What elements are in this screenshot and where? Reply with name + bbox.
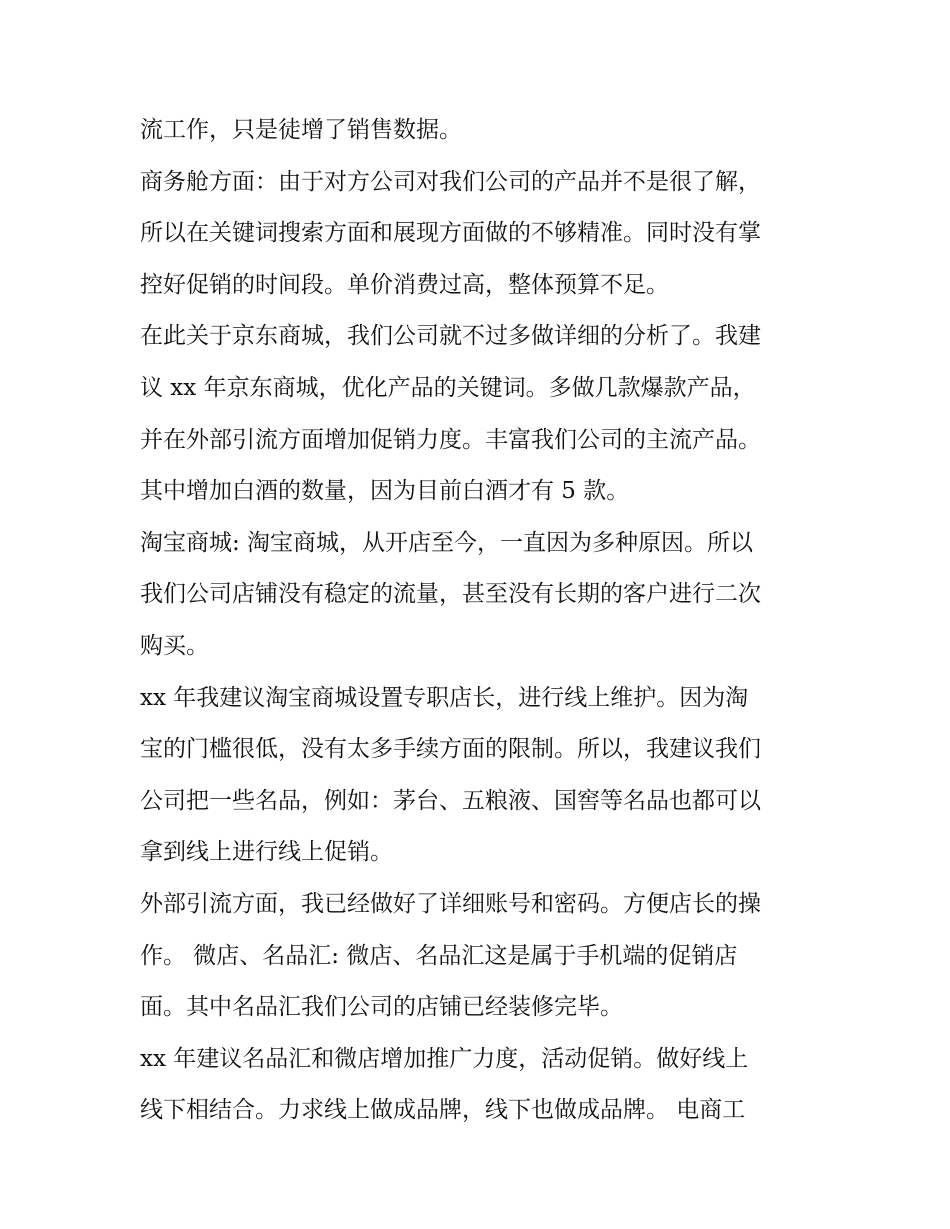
text-line: xx 年建议名品汇和微店增加推广力度，活动促销。做好线上 [140, 1045, 749, 1072]
text-line: 淘宝商城: 淘宝商城，从开店至今，一直因为多种原因。所以 [140, 529, 754, 556]
text-line: 公司把一些名品，例如：茅台、五粮液、国窖等名品也都可以 [140, 787, 761, 814]
body-text [140, 105, 820, 1137]
text-line: 拿到线上进行线上促销。 [140, 839, 393, 866]
text-line: 外部引流方面，我已经做好了详细账号和密码。方便店长的操 [140, 890, 761, 917]
text-line: 购买。 [140, 632, 209, 659]
text-line: 所以在关键词搜索方面和展现方面做的不够精准。同时没有掌 [140, 220, 761, 247]
text-line: 宝的门槛很低，没有太多手续方面的限制。所以，我建议我们 [140, 736, 761, 763]
text-line: 商务舱方面：由于对方公司对我们公司的产品并不是很了解， [140, 168, 761, 195]
text-line: 议 xx 年京东商城，优化产品的关键词。多做几款爆款产品， [140, 374, 756, 401]
text-line: 控好促销的时间段。单价消费过高，整体预算不足。 [140, 271, 669, 298]
text-line: 其中增加白酒的数量，因为目前白酒才有 5 款。 [140, 478, 630, 505]
text-line: 并在外部引流方面增加促销力度。丰富我们公司的主流产品。 [140, 426, 761, 453]
text-line: xx 年我建议淘宝商城设置专职店长，进行线上维护。因为淘 [140, 684, 749, 711]
text-line: 线下相结合。力求线上做成品牌，线下也做成品牌。 电商工 [140, 1097, 746, 1124]
text-line: 面。其中名品汇我们公司的店铺已经装修完毕。 [140, 994, 623, 1021]
text-line: 在此关于京东商城，我们公司就不过多做详细的分析了。我建 [140, 323, 761, 350]
text-line: 流工作，只是徒增了销售数据。 [140, 117, 462, 143]
text-line: 我们公司店铺没有稳定的流量，甚至没有长期的客户进行二次 [140, 581, 761, 608]
text-line: 作。 微店、名品汇: 微店、名品汇这是属于手机端的促销店 [140, 942, 738, 969]
